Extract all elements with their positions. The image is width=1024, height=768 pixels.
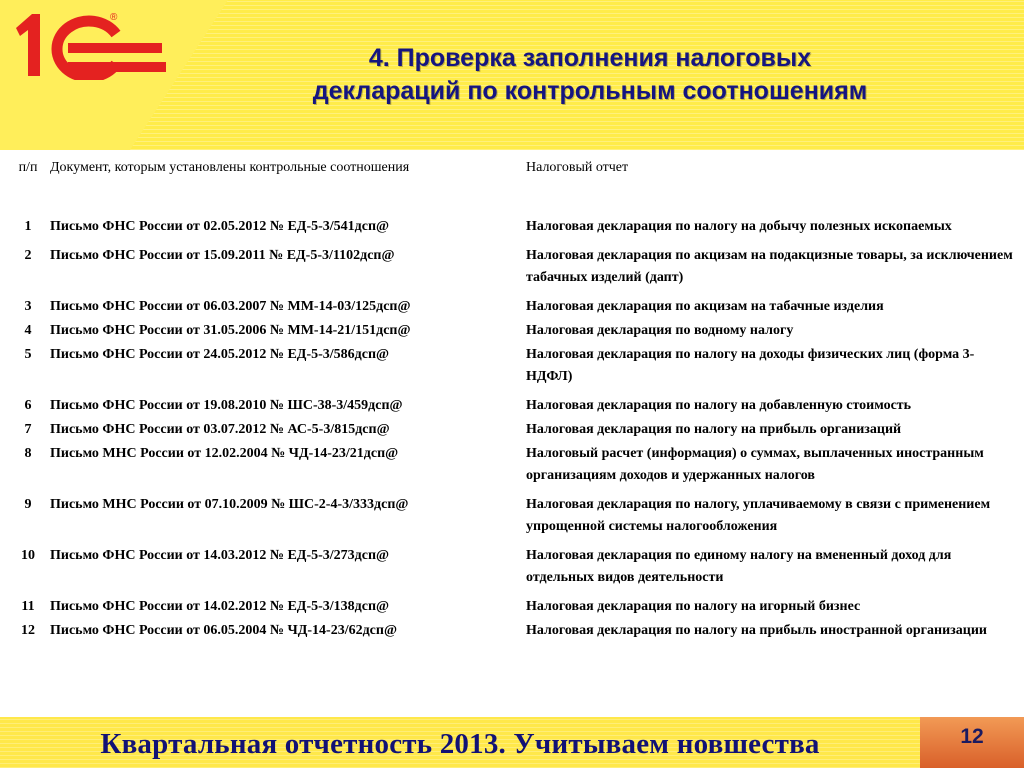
row-document: Письмо МНС России от 07.10.2009 № ШС-2-4-3/333дсп@ bbox=[50, 497, 409, 512]
row-number: 7 bbox=[24, 422, 32, 437]
row-document: Письмо ФНС России от 14.02.2012 № ЕД-5-3/138дсп@ bbox=[50, 599, 390, 614]
row-number: 12 bbox=[21, 623, 35, 638]
control-ratios-table-container bbox=[10, 156, 1020, 648]
column-header-document: Документ, которым установлены контрольные соотношения bbox=[50, 160, 410, 175]
control-ratios-table bbox=[10, 156, 1020, 648]
page-title bbox=[170, 42, 1010, 108]
row-document: Письмо ФНС России от 19.08.2010 № ШС-38-3/459дсп@ bbox=[50, 398, 403, 413]
title-line-2: деклараций по контрольным соотношениям bbox=[312, 77, 868, 105]
row-document: Письмо ФНС России от 24.05.2012 № ЕД-5-3/586дсп@ bbox=[50, 347, 390, 362]
row-report: Налоговая декларация по налогу на прибыль организаций bbox=[526, 422, 902, 437]
row-number: 4 bbox=[24, 323, 32, 338]
row-document: Письмо ФНС России от 06.05.2004 № ЧД-14-23/62дсп@ bbox=[50, 623, 397, 638]
row-number: 2 bbox=[24, 248, 32, 263]
table-row bbox=[10, 215, 1020, 244]
row-report: Налоговая декларация по единому налогу на вмененный доход для отдельных видов деятельности bbox=[526, 548, 952, 585]
row-number: 3 bbox=[24, 299, 32, 314]
footer-banner bbox=[0, 717, 1024, 768]
table-row bbox=[10, 442, 1020, 493]
row-report: Налоговая декларация по налогу на доходы физических лиц (форма 3-НДФЛ) bbox=[526, 347, 975, 384]
row-number: 10 bbox=[21, 548, 35, 563]
row-number: 5 bbox=[24, 347, 32, 362]
1c-logo bbox=[10, 6, 170, 80]
table-row bbox=[10, 394, 1020, 418]
column-header-number: п/п bbox=[18, 160, 38, 175]
table-row bbox=[10, 319, 1020, 343]
footer-title: Квартальная отчетность 2013. Учитываем новшества bbox=[100, 728, 820, 760]
row-number: 6 bbox=[24, 398, 32, 413]
logo-registered-mark: ® bbox=[110, 12, 118, 23]
table-row bbox=[10, 244, 1020, 295]
row-report: Налоговая декларация по акцизам на подакцизные товары, за исключением табачных изделий (дапт) bbox=[526, 248, 1013, 285]
row-document: Письмо ФНС России от 03.07.2012 № АС-5-3/815дсп@ bbox=[50, 422, 390, 437]
row-report: Налоговая декларация по налогу на добычу полезных ископаемых bbox=[526, 219, 952, 234]
page-number: 12 bbox=[960, 725, 984, 748]
row-report: Налоговая декларация по налогу на добавленную стоимость bbox=[526, 398, 912, 413]
table-row bbox=[10, 418, 1020, 442]
row-document: Письмо ФНС России от 06.03.2007 № ММ-14-03/125дсп@ bbox=[50, 299, 411, 314]
table-row bbox=[10, 544, 1020, 595]
table-row bbox=[10, 493, 1020, 544]
row-report: Налоговая декларация по налогу на прибыль иностранной организации bbox=[526, 623, 987, 638]
title-line-1: 4. Проверка заполнения налоговых bbox=[368, 44, 812, 72]
table-row bbox=[10, 295, 1020, 319]
row-report: Налоговая декларация по налогу на игорный бизнес bbox=[526, 599, 861, 614]
row-report: Налоговый расчет (информация) о суммах, выплаченных иностранным организациям доходов и удержанных налогов bbox=[526, 446, 984, 483]
row-document: Письмо ФНС России от 02.05.2012 № ЕД-5-3/541дсп@ bbox=[50, 219, 390, 234]
row-document: Письмо ФНС России от 31.05.2006 № ММ-14-21/151дсп@ bbox=[50, 323, 411, 338]
row-number: 1 bbox=[24, 219, 32, 234]
header-banner bbox=[0, 0, 1024, 150]
row-report: Налоговая декларация по акцизам на табачные изделия bbox=[526, 299, 884, 314]
table-row bbox=[10, 595, 1020, 619]
row-number: 9 bbox=[24, 497, 32, 512]
column-header-report: Налоговый отчет bbox=[526, 160, 629, 175]
page-number-box bbox=[920, 717, 1024, 768]
row-report: Налоговая декларация по водному налогу bbox=[526, 323, 794, 338]
row-document: Письмо ФНС России от 15.09.2011 № ЕД-5-3/1102дсп@ bbox=[50, 248, 395, 263]
row-number: 8 bbox=[24, 446, 32, 461]
table-row bbox=[10, 343, 1020, 394]
table-row bbox=[10, 619, 1020, 648]
row-report: Налоговая декларация по налогу, уплачиваемому в связи с применением упрощенной системы налогообложения bbox=[526, 497, 991, 534]
row-number: 11 bbox=[21, 599, 35, 614]
row-document: Письмо ФНС России от 14.03.2012 № ЕД-5-3/273дсп@ bbox=[50, 548, 390, 563]
table-header-row bbox=[10, 156, 1020, 215]
row-document: Письмо МНС России от 12.02.2004 № ЧД-14-23/21дсп@ bbox=[50, 446, 399, 461]
